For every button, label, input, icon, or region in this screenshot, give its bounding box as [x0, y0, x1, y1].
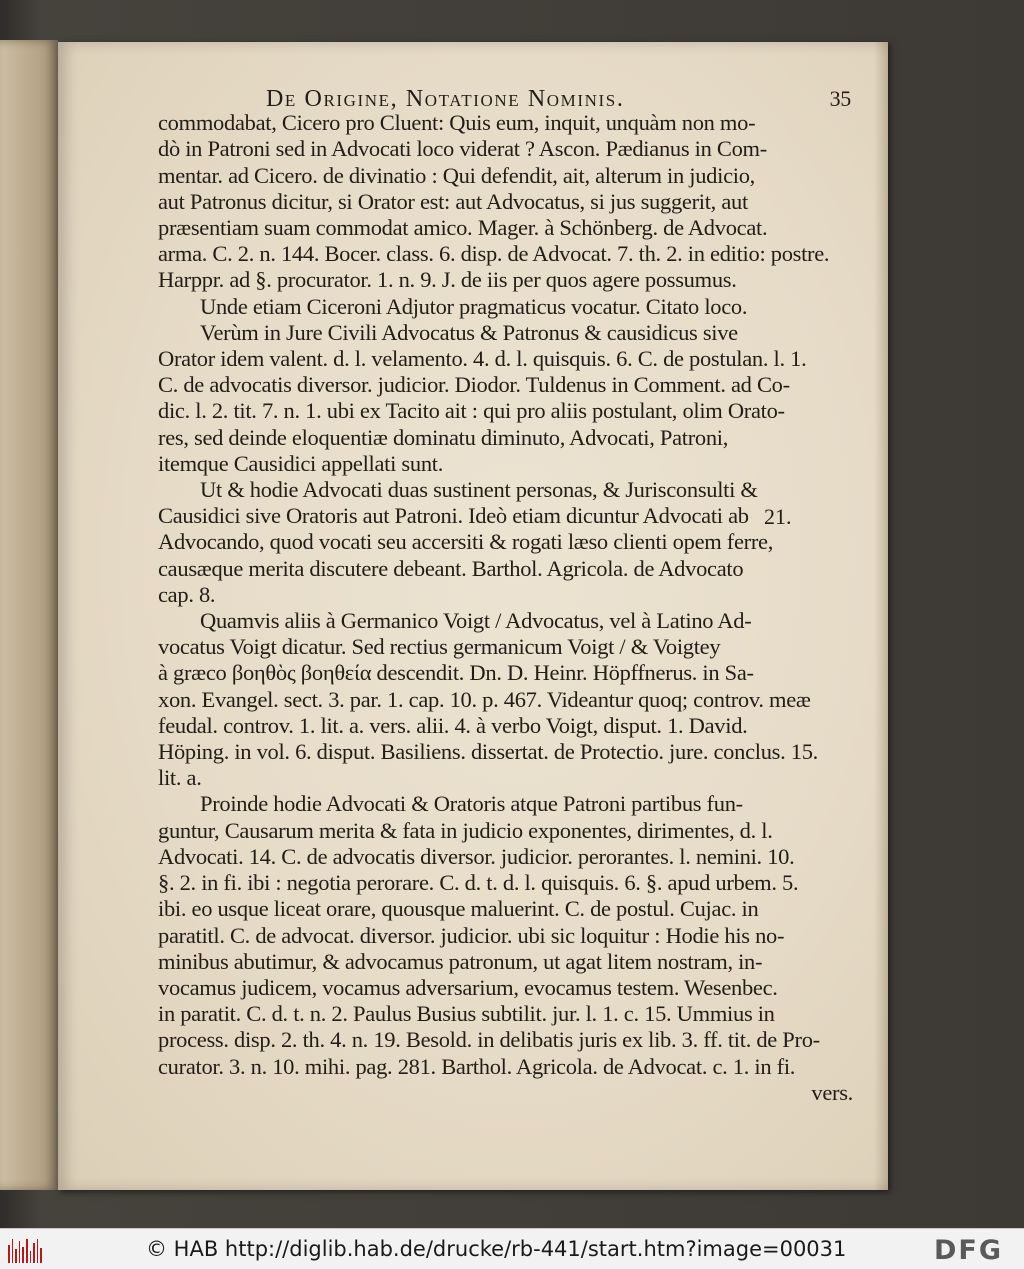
text-line: C. de advocatis diversor. judicior. Diodor. Tuldenus in Comment. ad Co- — [158, 372, 790, 398]
text-line: Causidici sive Oratoris aut Patroni. Ideò etiam dicuntur Advocati ab — [158, 503, 749, 529]
text-line: arma. C. 2. n. 144. Bocer. class. 6. disp. de Advocat. 7. th. 2. in editio: postre. — [158, 241, 830, 267]
text-line: paratitl. C. de advocat. diversor. judicior. ubi sic loquitur : Hodie his no- — [158, 922, 785, 948]
running-head: De Origine, Notatione Nominis. — [266, 86, 625, 112]
page-text — [158, 86, 853, 1106]
text-line: process. disp. 2. th. 4. n. 19. Besold. in delibatis juris ex lib. 3. ff. tit. de Pro- — [158, 1027, 820, 1053]
text-line: Advocati. 14. C. de advocatis diversor. judicior. perorantes. l. nemini. 10. — [158, 843, 795, 869]
text-line: Verùm in Jure Civili Advocatus & Patronus & causidicus sive — [200, 319, 738, 345]
text-line: res, sed deinde eloquentiæ dominatu diminuto, Advocati, Patroni, — [158, 424, 729, 450]
page-header — [158, 86, 853, 112]
text-line: dic. l. 2. tit. 7. n. 1. ubi ex Tacito ait : qui pro aliis postulant, olim Orato- — [158, 398, 785, 424]
text-line: Proinde hodie Advocati & Oratoris atque Patroni partibus fun- — [200, 791, 743, 817]
text-line: Harppr. ad §. procurator. 1. n. 9. J. de iis per quos agere possumus. — [158, 267, 737, 293]
text-line: feudal. controv. 1. lit. a. vers. alii. 4. à verbo Voigt, disput. 1. David. — [158, 712, 748, 738]
text-line: lit. a. — [158, 765, 202, 791]
text-line: Unde etiam Ciceroni Adjutor pragmaticus vocatur. Citato loco. — [200, 293, 748, 319]
text-line: aut Patronus dicitur, si Orator est: aut Advocatus, si jus suggerit, aut — [158, 188, 748, 214]
text-line: causæque merita discutere debeant. Barthol. Agricola. de Advocato — [158, 555, 744, 581]
text-line: Advocando, quod vocati seu accersiti & rogati læso clienti opem ferre, — [158, 529, 774, 555]
copyright-link[interactable]: © HAB http://diglib.hab.de/drucke/rb-441/start.htm?image=00031 — [146, 1237, 847, 1261]
page-shadow — [874, 42, 888, 1190]
text-line: Quamvis aliis à Germanico Voigt / Advocatus, vel à Latino Ad- — [200, 608, 752, 634]
hab-logo-icon — [8, 1237, 42, 1263]
text-line: cap. 8. — [158, 581, 216, 607]
text-line: curator. 3. n. 10. mihi. pag. 281. Barthol. Agricola. de Advocat. c. 1. in fi. — [158, 1053, 796, 1079]
text-line: dò in Patroni sed in Advocati loco viderat ? Ascon. Pædianus in Com- — [158, 136, 767, 162]
text-line: minibus abutimur, & advocamus patronum, ut agat litem nostram, in- — [158, 948, 763, 974]
text-line: Orator idem valent. d. l. velamento. 4. d. l. quisquis. 6. C. de postulan. l. 1. — [158, 346, 807, 372]
margin-number: 21. — [764, 504, 792, 529]
text-line: Höping. in vol. 6. disput. Basiliens. dissertat. de Protectio. jure. conclus. 15. — [158, 739, 818, 765]
book-page — [58, 42, 888, 1190]
page-number: 35 — [829, 86, 851, 111]
left-page-edge — [0, 40, 58, 1190]
footer-bar — [0, 1228, 1024, 1269]
text-line: Ut & hodie Advocati duas sustinent personas, & Jurisconsulti & — [200, 477, 758, 503]
text-line: vocatus Voigt dicatur. Sed rectius germanicum Voigt / & Voigtey — [158, 634, 721, 660]
text-line: præsentiam suam commodat amico. Mager. à Schönberg. de Advocat. — [158, 215, 768, 241]
text-line: itemque Causidici appellati sunt. — [158, 450, 444, 476]
text-line: guntur, Causarum merita & fata in judicio exponentes, dirimentes, d. l. — [158, 817, 773, 843]
text-line: ibi. eo usque liceat orare, quousque maluerint. C. de postul. Cujac. in — [158, 896, 759, 922]
text-line: xon. Evangel. sect. 3. par. 1. cap. 10. p. 467. Videantur quoq; controv. meæ — [158, 686, 811, 712]
text-line: commodabat, Cicero pro Cluent: Quis eum, inquit, unquàm non mo- — [158, 110, 756, 136]
text-line: mentar. ad Cicero. de divinatio : Qui defendit, ait, alterum in judicio, — [158, 162, 755, 188]
catchword: vers. — [811, 1079, 853, 1105]
text-line: §. 2. in fi. ibi : negotia perorare. C. d. t. d. l. quisquis. 6. §. apud urbem. 5. — [158, 870, 799, 896]
text-line: à græco βοηθὸς βοηθεία descendit. Dn. D. Heinr. Höpffnerus. in Sa- — [158, 660, 754, 686]
dfg-logo: DFG — [934, 1235, 1004, 1266]
text-line: in paratit. C. d. t. n. 2. Paulus Busius subtilit. jur. l. 1. c. 15. Ummius in — [158, 1001, 775, 1027]
text-line: vocamus judicem, vocamus adversarium, evocamus testem. Wesenbec. — [158, 974, 778, 1000]
